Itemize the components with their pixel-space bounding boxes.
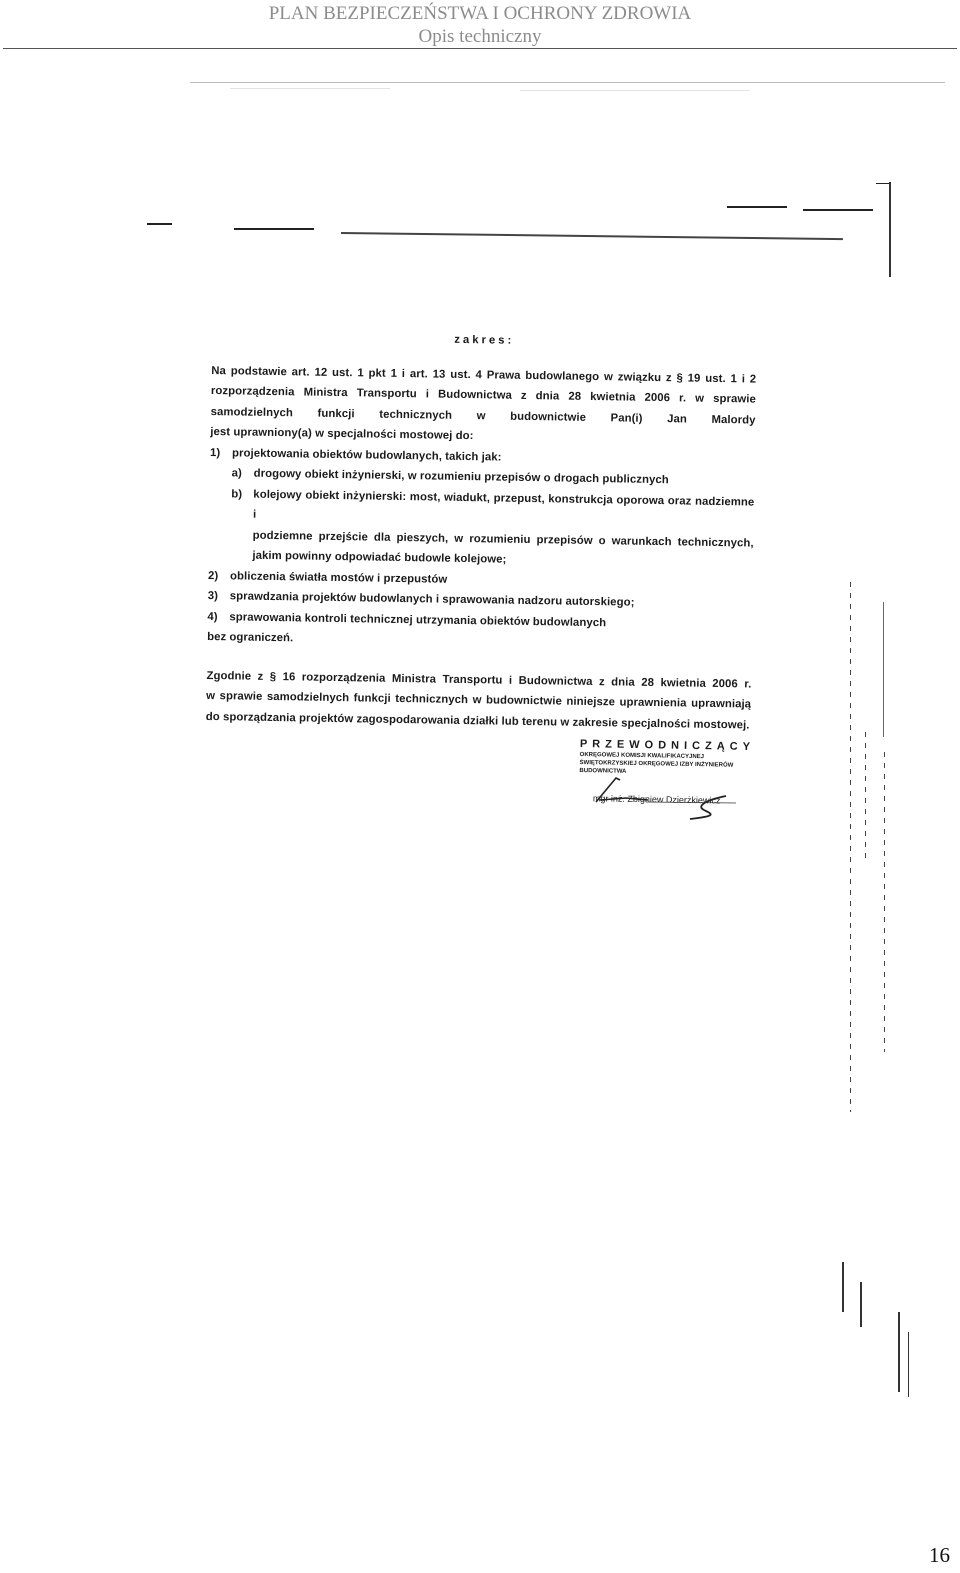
closing-line: do sporządzania projektów zagospodarowania działki lub terenu w zakresie specjalności mostowej. [205, 710, 750, 731]
no-limits-note: bez ograniczeń. [207, 630, 294, 645]
scan-noise [230, 88, 390, 89]
header-subtitle: Opis techniczny [418, 26, 542, 47]
item-text: sprawowania kontroli technicznej utrzymania obiektów budowlanych [229, 610, 607, 629]
header-rule [3, 48, 957, 49]
item-text: projektowania obiektów budowlanych, takich jak: [231, 446, 502, 464]
scan-edge-mark [876, 183, 890, 184]
scan-dash [147, 223, 172, 225]
scan-dash [727, 206, 787, 208]
subitem-text: kolejowy obiekt inżynierski: most, wiadukt, przepust, konstrukcja oporowa oraz nadziemne i [252, 488, 755, 521]
stamp-title: PRZEWODNICZĄCY [579, 738, 756, 754]
scan-margin-line [860, 1282, 862, 1327]
subitem-text: podziemne przejście dla pieszych, w rozumieniu przepisów o warunkach technicznych, [252, 529, 754, 550]
scan-edge-mark [889, 182, 891, 277]
header-title: PLAN BEZPIECZEŃSTWA I OCHRONY ZDROWIA [268, 3, 692, 24]
page-number: 16 [929, 1543, 950, 1567]
scanned-page [0, 52, 960, 1532]
item-text: sprawdzania projektów budowlanych i sprawowania nadzoru autorskiego; [229, 590, 635, 609]
scan-margin-dash [865, 732, 866, 862]
scan-margin-line [883, 602, 884, 737]
stamp-signatory-name: mgr inż. Zbigniew Dzierżkiewicz [592, 793, 721, 806]
page-header [0, 2, 960, 48]
scan-margin-line [842, 1262, 844, 1312]
closing-line: Zgodnie z § 16 rozporządzenia Ministra Transportu i Budownictwa z dnia 28 kwietnia 2006 r. [206, 669, 752, 691]
scan-rule [341, 232, 843, 240]
scan-margin-dash [884, 752, 885, 1052]
subitem-letter: b) [231, 487, 243, 500]
scope-heading: zakres: [454, 333, 515, 347]
item-text: obliczenia światła mostów i przepustów [229, 569, 448, 586]
scan-top-edge [190, 82, 945, 83]
scan-noise [520, 90, 750, 91]
certificate-text [206, 326, 757, 736]
intro-line: rozporządzenia Ministra Transportu i Budownictwa z dnia 28 kwietnia 2006 r. w sprawie [210, 384, 757, 406]
scope-subitem [208, 483, 754, 574]
closing-line: w sprawie samodzielnych funkcji technicznych w budownictwie niniejsze uprawnienia uprawniają [206, 689, 752, 711]
scan-margin-line [898, 1312, 900, 1392]
item-number: 4) [207, 610, 218, 623]
scan-dash [234, 228, 314, 230]
item-number: 3) [207, 589, 219, 603]
item-number: 2) [207, 569, 219, 582]
subitem-text: drogowy obiekt inżynierski, w rozumieniu przepisów o drogach publicznych [253, 467, 669, 487]
subitem-letter: a) [231, 467, 243, 480]
handwritten-signature [586, 770, 736, 825]
stamp-line: ŚWIĘTOKRZYSKIEJ OKRĘGOWEJ IZBY INŻYNIERÓW BUDOWNICTWA [579, 759, 734, 775]
scan-margin-line [908, 1332, 909, 1397]
intro-line: samodzielnych funkcji technicznych w budownictwie Pan(i) Jan Malordy [210, 405, 756, 427]
stamp-line: OKRĘGOWEJ KOMISJI KWALIFIKACYJNEJ [579, 751, 705, 761]
intro-line: jest uprawniony(a) w specjalności mostowej do: [210, 425, 474, 443]
intro-line: Na podstawie art. 12 ust. 1 pkt 1 i art. 13 ust. 4 Prawa budowlanego w związku z § 19 ust. 1 i 2 [211, 364, 757, 386]
scan-dash [803, 209, 873, 211]
item-number: 1) [209, 446, 221, 459]
subitem-text: jakim powinny odpowiadać budowle kolejowe; [252, 549, 507, 566]
scan-margin-dash [850, 582, 851, 1112]
